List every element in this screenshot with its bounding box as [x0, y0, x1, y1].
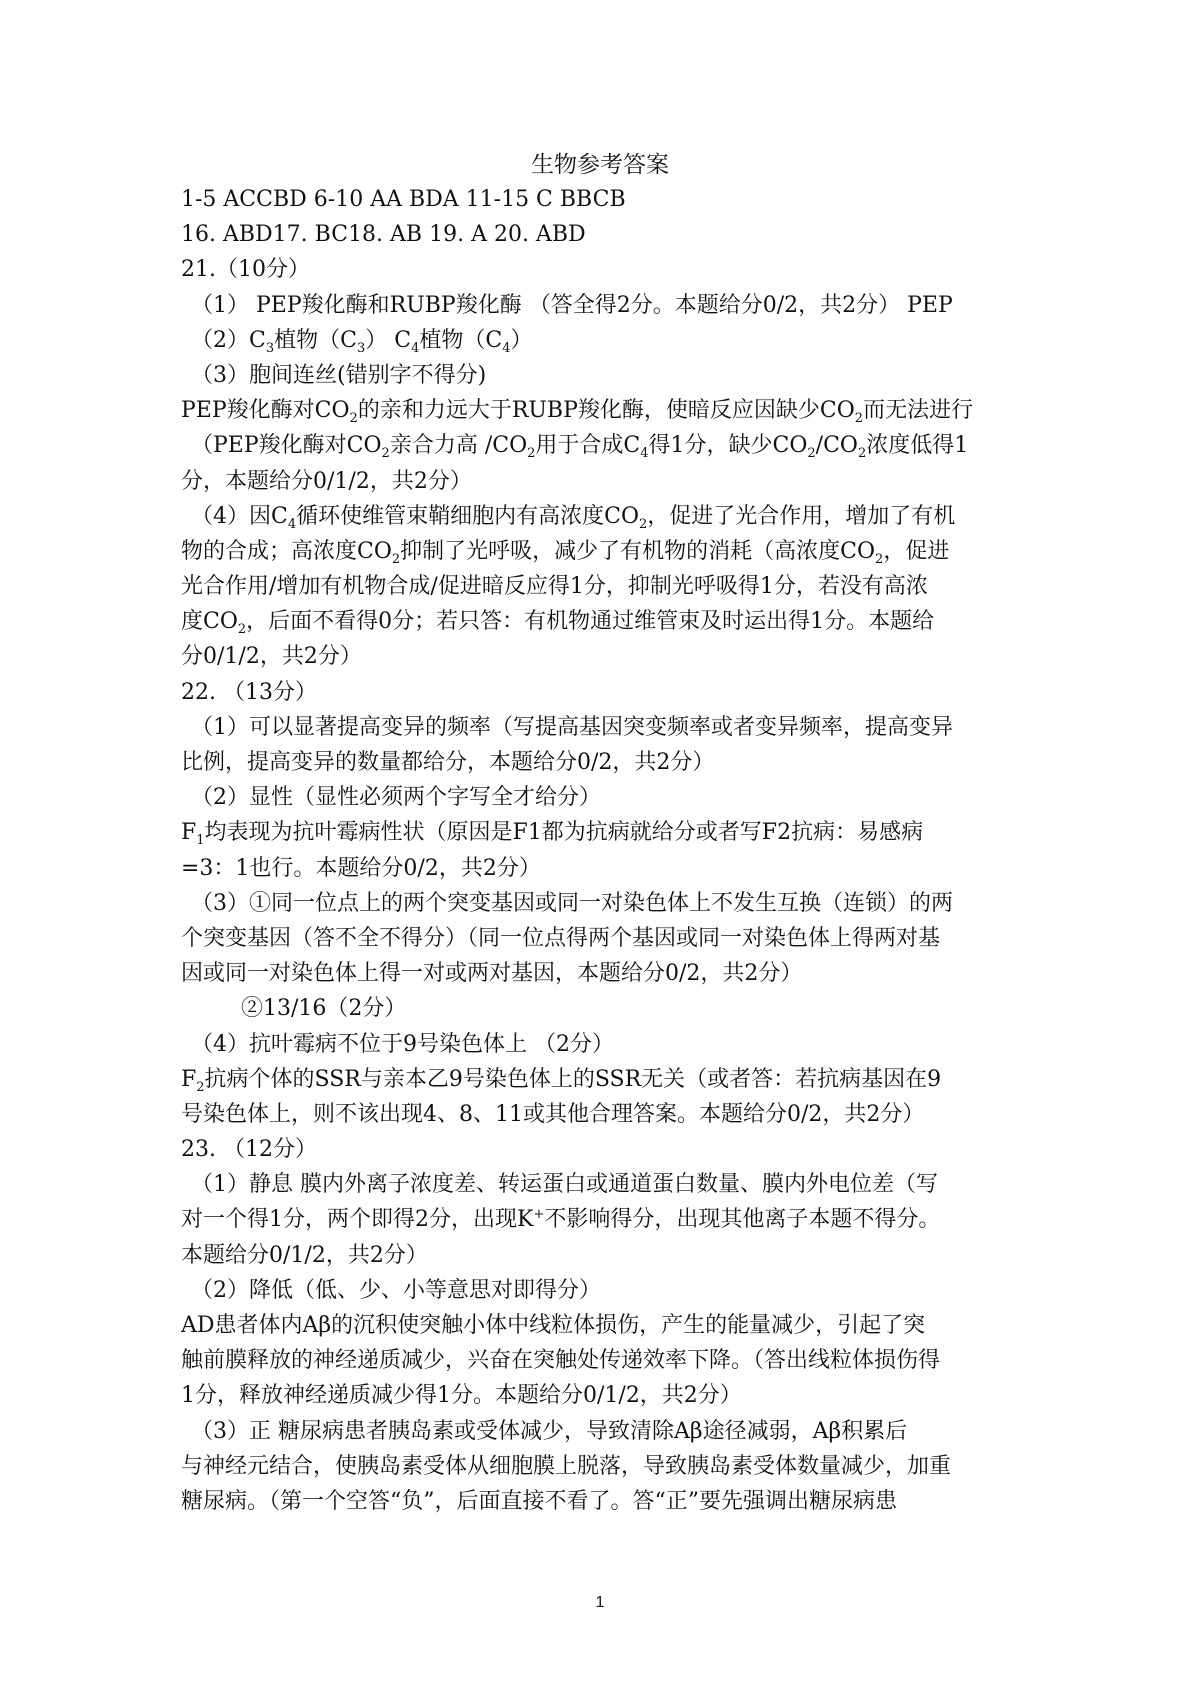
text-line — [181, 534, 1027, 569]
text-segment: 用于合成C — [535, 433, 641, 459]
text-line — [181, 217, 1027, 252]
text-segment: 糖尿病。（第一个空答“负”，后面直接不看了。答“正”要先强调出糖尿病患 — [181, 1488, 897, 1514]
text-segment: 抑制了光呼吸，减少了有机物的消耗（高浓度CO — [400, 538, 876, 564]
page-title: 生物参考答案 — [531, 152, 669, 178]
text-line — [181, 252, 1027, 287]
text-line — [181, 1308, 1027, 1343]
text-line — [181, 921, 1027, 956]
text-segment: 分0/1/2，共2分） — [181, 644, 362, 670]
text-segment: ，后面不看得0分；若只答：有机物通过维管束及时运出得1分。本题给 — [246, 609, 935, 635]
text-segment: 号染色体上，则不该出现4、8、11或其他合理答案。本题给分0/2，共2分） — [181, 1101, 925, 1127]
text-segment: 光合作用/增加有机物合成/促进暗反应得1分，抑制光呼吸得1分，若没有高浓 — [181, 574, 928, 600]
subscript: 2 — [875, 551, 884, 567]
text-segment: （2）显性（显性必须两个字写全才给分） — [191, 785, 601, 811]
text-segment: 不影响得分，出现其他离子本题不得分。 — [544, 1207, 941, 1233]
subscript: 2 — [807, 446, 816, 462]
text-line — [181, 1378, 1027, 1413]
subscript: 2 — [639, 516, 648, 532]
subscript: 4 — [502, 340, 511, 356]
text-line — [181, 1343, 1027, 1378]
subscript: 2 — [391, 551, 401, 567]
subscript: 3 — [265, 340, 275, 356]
text-segment: 得1分，缺少CO — [648, 433, 808, 459]
text-segment: ，促进 — [883, 538, 950, 564]
text-segment: 亲合力高 /CO — [389, 433, 528, 459]
text-segment: ） C — [365, 327, 412, 353]
subscript: 1 — [196, 833, 205, 849]
subscript: 2 — [854, 411, 864, 427]
text-segment: 1分，释放神经递质减少得1分。本题给分0/1/2，共2分） — [181, 1383, 742, 1409]
text-line — [181, 956, 1027, 991]
subscript: 2 — [349, 411, 358, 427]
text-segment: （PEP羧化酶对CO — [191, 433, 382, 459]
superscript: + — [533, 1207, 545, 1223]
text-segment: （1）可以显著提高变异的频率（写提高基因突变频率或者变异频率，提高变异 — [191, 714, 953, 740]
text-segment: 21.（10分） — [181, 257, 310, 283]
text-segment: （3）①同一位点上的两个突变基因或同一对染色体上不发生互换（连锁）的两 — [191, 890, 953, 916]
text-segment: （4）抗叶霉病不位于9号染色体上 （2分） — [191, 1031, 614, 1057]
text-line — [181, 428, 1027, 463]
text-line — [181, 710, 1027, 745]
text-segment: 23. （12分） — [181, 1137, 317, 1163]
answer-text-body — [181, 182, 1027, 1519]
subscript: 3 — [356, 340, 366, 356]
subscript: 4 — [287, 516, 297, 532]
text-line — [181, 639, 1027, 674]
subscript: 2 — [857, 446, 867, 462]
text-segment: ，促进了光合作用，增加了有机 — [647, 503, 956, 529]
subscript: 2 — [381, 446, 390, 462]
text-line — [181, 182, 1027, 217]
text-line — [181, 1414, 1027, 1449]
text-segment: 物的合成；高浓度CO — [181, 538, 392, 564]
text-segment: （4）因C — [191, 503, 288, 529]
text-segment: 比例，提高变异的数量都给分，本题给分0/2，共2分） — [181, 750, 715, 775]
text-line — [181, 745, 1027, 780]
text-segment: 度CO — [181, 609, 238, 635]
text-segment: （1）静息 膜内外离子浓度差、转运蛋白或通道蛋白数量、膜内外电位差（写 — [191, 1172, 938, 1198]
text-segment: 1-5 ACCBD 6-10 AA BDA 11-15 C BBCB — [181, 187, 626, 212]
text-segment: 植物（C — [274, 327, 357, 353]
text-segment: ） — [510, 327, 533, 353]
text-line — [181, 288, 1027, 323]
text-segment: 16. ABD17. BC18. AB 19. A 20. ABD — [181, 222, 586, 248]
text-line — [181, 1167, 1027, 1202]
text-segment: （3）正 糖尿病患者胰岛素或受体减少，导致清除Aβ途径减弱，Aβ积累后 — [191, 1418, 908, 1444]
text-line — [181, 1238, 1027, 1273]
text-line — [181, 1449, 1027, 1484]
text-line — [181, 1097, 1027, 1132]
text-segment: 均表现为抗叶霉病性状（原因是F1都为抗病就给分或者写F2抗病：易感病 — [204, 820, 924, 846]
text-line — [181, 886, 1027, 921]
text-segment: （1） PEP羧化酶和RUBP羧化酶 （答全得2分。本题给分0/2，共2分） PEP — [191, 292, 953, 318]
text-line — [181, 1484, 1027, 1519]
text-line — [181, 569, 1027, 604]
text-line — [181, 851, 1027, 886]
text-segment: 而无法进行 — [863, 398, 974, 424]
text-segment: 本题给分0/1/2，共2分） — [181, 1242, 428, 1268]
text-segment: F — [181, 1066, 197, 1092]
text-segment: 触前膜释放的神经递质减少，兴奋在突触处传递效率下降。（答出线粒体损伤得 — [181, 1348, 941, 1374]
text-segment: 循环使维管束鞘细胞内有高浓度CO — [296, 503, 639, 529]
text-segment: AD患者体内Aβ的沉积使突触小体中线粒体损伤，产生的能量减少，引起了突 — [181, 1313, 926, 1338]
text-line — [181, 1202, 1027, 1237]
text-segment: 因或同一对染色体上得一对或两对基因，本题给分0/2，共2分） — [181, 961, 803, 987]
subscript: 2 — [237, 622, 247, 638]
text-line — [181, 991, 1027, 1026]
text-line — [181, 604, 1027, 639]
text-line — [181, 1273, 1027, 1308]
text-line — [181, 358, 1027, 393]
text-line — [181, 1132, 1027, 1167]
page-number: 1 — [595, 1594, 605, 1611]
text-segment: 对一个得1分，两个即得2分，出现K — [181, 1207, 534, 1233]
text-line — [181, 1062, 1027, 1097]
text-segment: （2）C — [191, 327, 266, 353]
text-segment: =3：1也行。本题给分0/2，共2分） — [181, 855, 541, 881]
text-segment: 个突变基因（答不全不得分）（同一位点得两个基因或同一对染色体上得两对基 — [181, 925, 941, 951]
text-segment: 浓度低得1 — [866, 433, 969, 459]
subscript: 2 — [196, 1079, 205, 1095]
text-segment: （3）胞间连丝(错别字不得分) — [191, 362, 487, 388]
text-line — [181, 499, 1027, 534]
text-segment: ②13/16（2分） — [241, 996, 407, 1022]
text-line — [181, 675, 1027, 710]
text-line — [181, 815, 1027, 850]
subscript: 4 — [640, 446, 649, 462]
text-segment: 植物（C — [419, 327, 503, 353]
text-line — [181, 464, 1027, 499]
text-segment: F — [181, 820, 197, 846]
text-segment: /CO — [815, 433, 858, 459]
subscript: 2 — [527, 446, 536, 462]
text-segment: 分，本题给分0/1/2，共2分） — [181, 468, 472, 494]
text-line — [181, 393, 1027, 428]
text-line — [181, 323, 1027, 358]
subscript: 4 — [411, 340, 420, 356]
text-line — [181, 1027, 1027, 1062]
text-line — [181, 780, 1027, 815]
text-segment: PEP羧化酶对CO — [181, 398, 350, 424]
text-segment: （2）降低（低、少、小等意思对即得分） — [191, 1277, 601, 1303]
text-segment: 抗病个体的SSR与亲本乙9号染色体上的SSR无关（或者答：若抗病基因在9 — [204, 1066, 942, 1092]
text-segment: 的亲和力远大于RUBP羧化酶，使暗反应因缺少CO — [357, 398, 855, 424]
text-segment: 22. （13分） — [181, 679, 317, 705]
text-segment: 与神经元结合，使胰岛素受体从细胞膜上脱落，导致胰岛素受体数量减少，加重 — [181, 1453, 952, 1479]
